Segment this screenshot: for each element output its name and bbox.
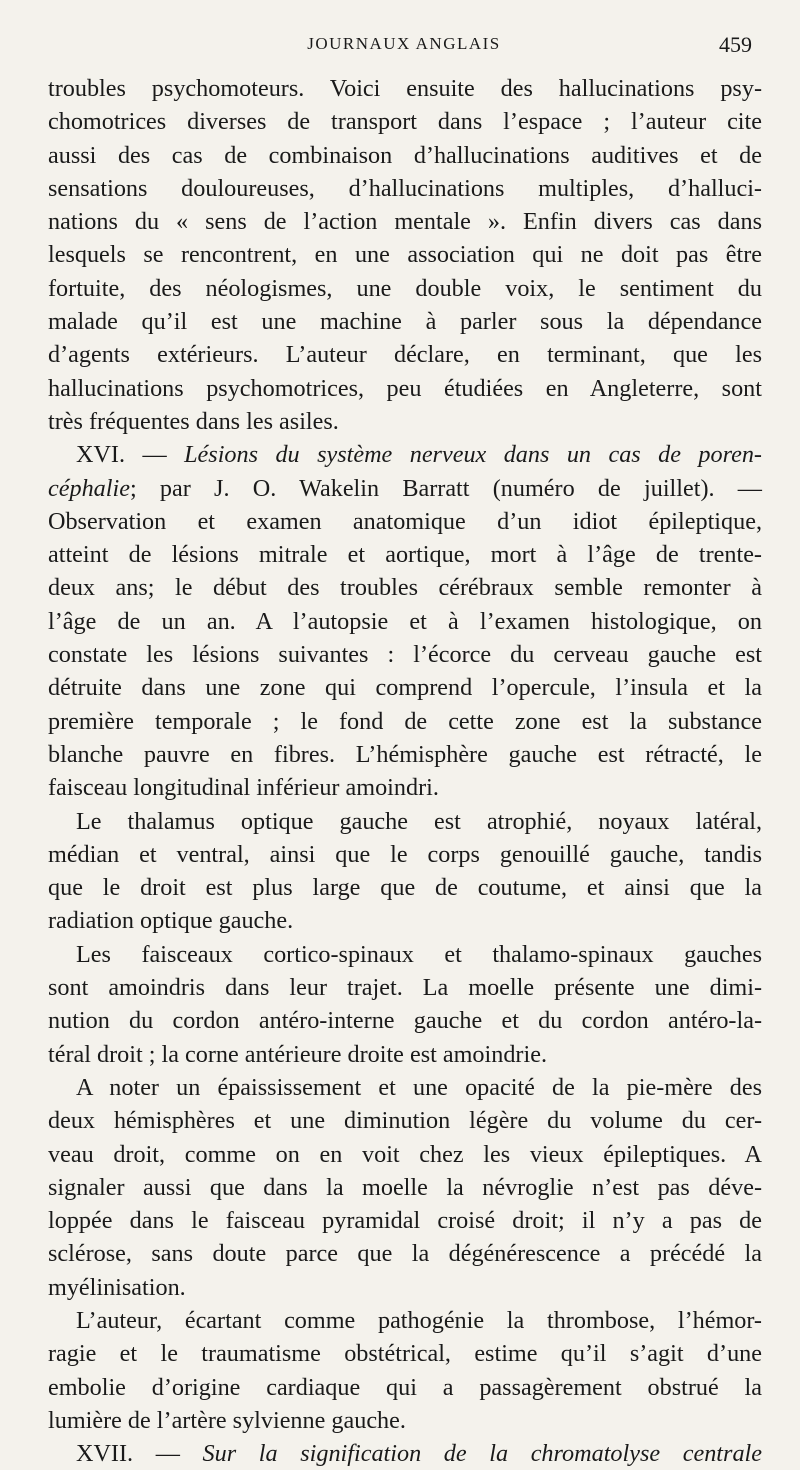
text-line xyxy=(48,238,762,271)
text-run: lumière de l’artère sylvienne gauche. xyxy=(48,1406,406,1434)
text-run: XVII. — xyxy=(76,1440,203,1468)
text-line xyxy=(48,904,762,937)
text-run: hallucinations psychomotrices, peu étudiées en Angleterre, sont xyxy=(48,374,762,402)
text-line xyxy=(48,405,762,438)
text-line xyxy=(48,205,762,238)
text-line xyxy=(48,971,762,1004)
text-run: sensations douloureuses, d’hallucinations multiples, d’halluci- xyxy=(48,174,762,202)
text-run: aussi des cas de combinaison d’hallucinations auditives et de xyxy=(48,141,762,169)
text-run: sclérose, sans doute parce que la dégénérescence a précédé la xyxy=(48,1240,762,1268)
text-run: d’agents extérieurs. L’auteur déclare, en terminant, que les xyxy=(48,341,762,369)
text-run: l’âge de un an. A l’autopsie et à l’examen histologique, on xyxy=(48,607,762,635)
text-run: Observation et examen anatomique d’un idiot épileptique, xyxy=(48,507,762,535)
text-run: détruite dans une zone qui comprend l’opercule, l’insula et la xyxy=(48,674,762,702)
text-line xyxy=(48,871,762,904)
text-run: malade qu’il est une machine à parler sous la dépendance xyxy=(48,308,762,336)
text-line xyxy=(48,1204,762,1237)
text-run: téral droit ; la corne antérieure droite est amoindrie. xyxy=(48,1040,547,1068)
text-run: deux ans; le début des troubles cérébraux semble remonter à xyxy=(48,574,762,602)
text-run: deux hémisphères et une diminution légère du volume du cer- xyxy=(48,1107,762,1135)
text-line xyxy=(48,938,762,971)
text-run: Le thalamus optique gauche est atrophié, noyaux latéral, xyxy=(76,807,762,835)
text-run: veau droit, comme on en voit chez les vieux épileptiques. A xyxy=(48,1140,762,1168)
text-line xyxy=(48,671,762,704)
text-run: signaler aussi que dans la moelle la névroglie n’est pas déve- xyxy=(48,1173,762,1201)
text-line xyxy=(48,705,762,738)
text-run: nution du cordon antéro-interne gauche et du cordon antéro-la- xyxy=(48,1007,762,1035)
text-run: A noter un épaississement et une opacité de la pie-mère des xyxy=(76,1073,762,1101)
text-line xyxy=(48,272,762,305)
page-number: 459 xyxy=(719,32,752,57)
text-run: nations du « sens de l’action mentale ». Enfin divers cas dans xyxy=(48,208,762,236)
text-run: première temporale ; le fond de cette zone est la substance xyxy=(48,707,762,735)
text-line xyxy=(48,838,762,871)
text-run: troubles psychomoteurs. Voici ensuite des hallucinations psy- xyxy=(48,75,762,102)
text-line xyxy=(48,139,762,172)
text-run: très fréquentes dans les asiles. xyxy=(48,407,339,435)
text-line xyxy=(48,638,762,671)
text-line xyxy=(48,72,762,105)
text-run: loppée dans le faisceau pyramidal croisé droit; il n’y a pas de xyxy=(48,1207,762,1235)
text-run: constate les lésions suivantes : l’écorce du cerveau gauche est xyxy=(48,641,762,669)
text-run: que le droit est plus large que de coutume, et ainsi que la xyxy=(48,874,762,902)
text-line xyxy=(48,1371,762,1404)
text-line xyxy=(48,738,762,771)
text-line xyxy=(48,1104,762,1137)
text-run: myélinisation. xyxy=(48,1273,186,1301)
text-line xyxy=(48,1138,762,1171)
text-line xyxy=(48,472,762,505)
italic-title: Lésions du système nerveux dans un cas de poren- xyxy=(184,441,762,469)
text-line xyxy=(48,305,762,338)
text-line xyxy=(48,1237,762,1270)
text-run: blanche pauvre en fibres. L’hémisphère gauche est rétracté, le xyxy=(48,740,762,768)
text-run: faisceau longitudinal inférieur amoindri. xyxy=(48,774,439,802)
text-line xyxy=(48,438,762,471)
text-line xyxy=(48,1004,762,1037)
text-line xyxy=(48,1404,762,1437)
text-run: chomotrices diverses de transport dans l’espace ; l’auteur cite xyxy=(48,108,762,136)
text-run: fortuite, des néologismes, une double voix, le sentiment du xyxy=(48,274,762,302)
text-line xyxy=(48,1337,762,1370)
text-run: ; par J. O. Wakelin Barratt (numéro de juillet). — xyxy=(129,474,762,502)
text-run: sont amoindris dans leur trajet. La moelle présente une dimi- xyxy=(48,974,762,1002)
text-line xyxy=(48,1271,762,1304)
text-line xyxy=(48,1171,762,1204)
text-line xyxy=(48,338,762,371)
text-run: XVI. — xyxy=(76,441,185,469)
text-line xyxy=(48,805,762,838)
text-line xyxy=(48,505,762,538)
text-line xyxy=(48,105,762,138)
text-line xyxy=(48,172,762,205)
text-run: embolie d’origine cardiaque qui a passagèrement obstrué la xyxy=(48,1373,762,1401)
text-run: ragie et le traumatisme obstétrical, estime qu’il s’agit d’une xyxy=(48,1340,762,1368)
text-line xyxy=(48,1437,762,1470)
running-title: JOURNAUX ANGLAIS xyxy=(307,34,501,53)
text-run: L’auteur, écartant comme pathogénie la thrombose, l’hémor- xyxy=(76,1306,762,1334)
text-run: médian et ventral, ainsi que le corps genouillé gauche, tandis xyxy=(48,840,762,868)
italic-title: céphalie xyxy=(48,474,130,502)
body-text xyxy=(48,72,762,1470)
text-line xyxy=(48,571,762,604)
text-line xyxy=(48,771,762,804)
text-run: atteint de lésions mitrale et aortique, mort à l’âge de trente- xyxy=(48,541,762,569)
text-run: lesquels se rencontrent, en une association qui ne doit pas être xyxy=(48,241,762,269)
page-header xyxy=(48,34,760,64)
text-line xyxy=(48,1304,762,1337)
text-line xyxy=(48,1038,762,1071)
text-run: radiation optique gauche. xyxy=(48,907,294,935)
text-line xyxy=(48,605,762,638)
text-line xyxy=(48,1071,762,1104)
text-line xyxy=(48,372,762,405)
text-run: Les faisceaux cortico-spinaux et thalamo-spinaux gauches xyxy=(76,940,762,968)
italic-title: Sur la signification de la chromatolyse centrale xyxy=(202,1440,762,1468)
text-line xyxy=(48,538,762,571)
